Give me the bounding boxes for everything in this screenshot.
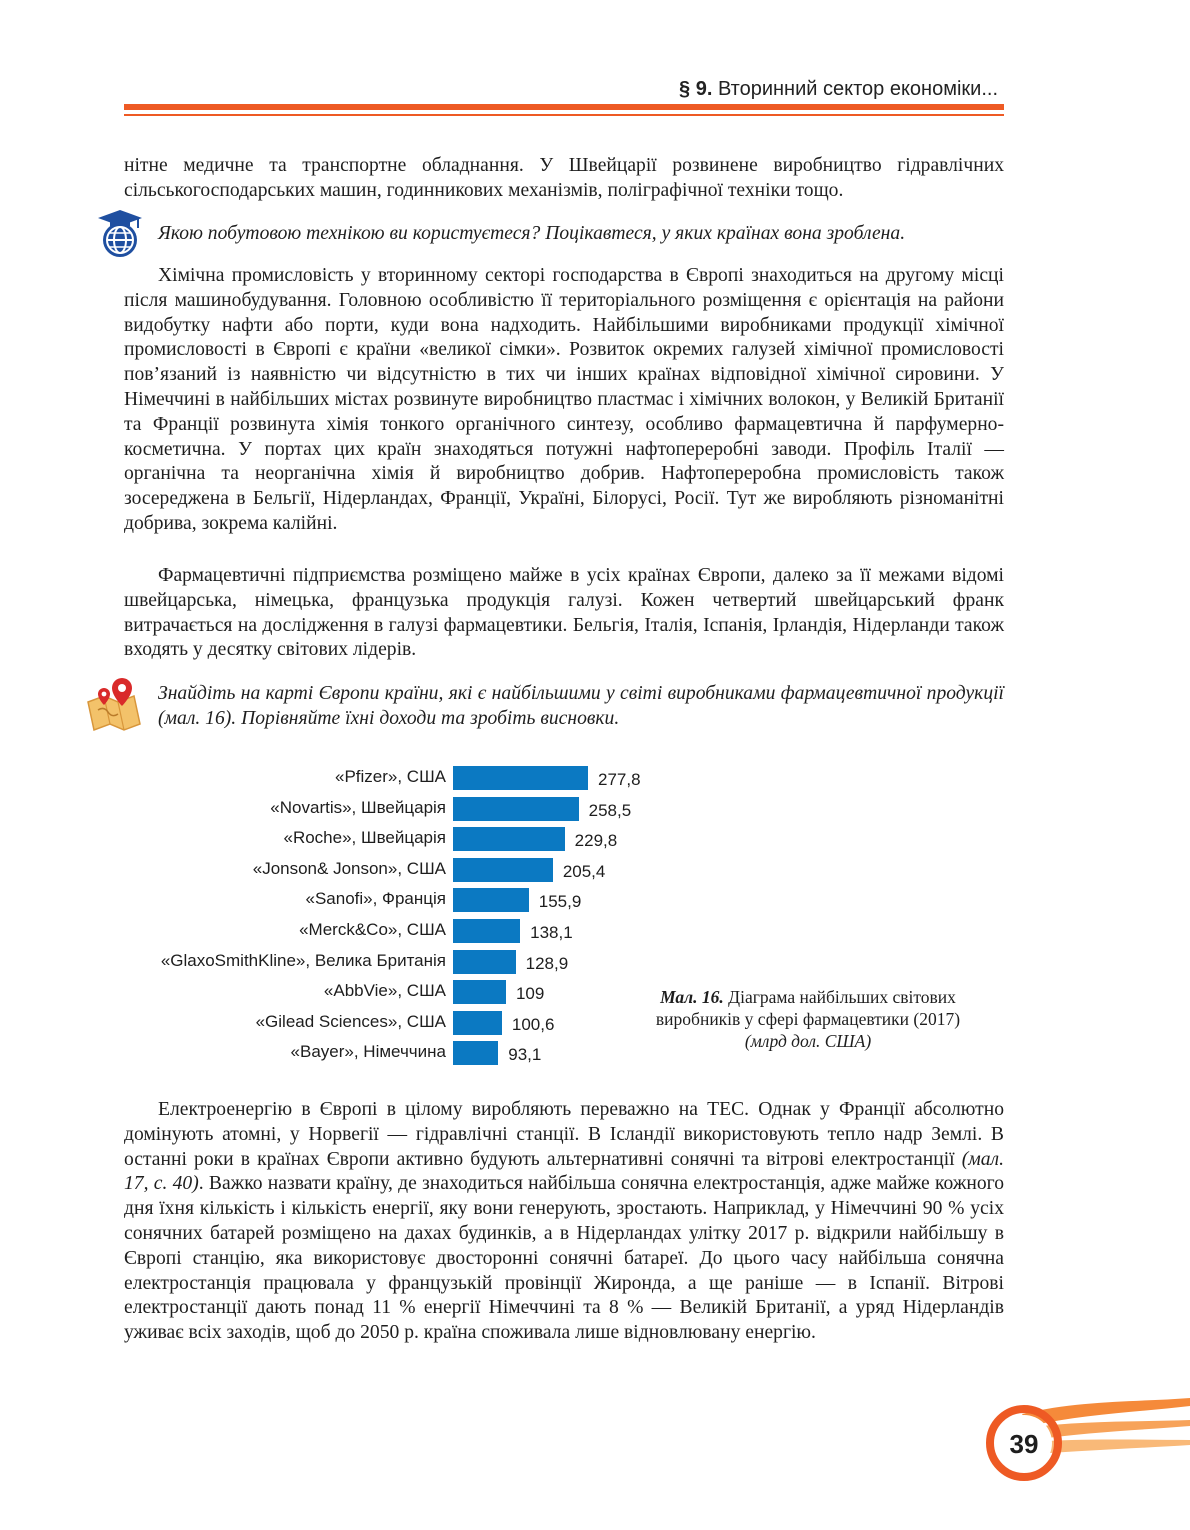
chart-bar — [453, 827, 565, 851]
page-number: 39 — [1009, 1428, 1039, 1459]
chart-category-label: «Jonson& Jonson», США — [252, 858, 446, 878]
chart-bar — [453, 1041, 498, 1065]
chart-value-label: 155,9 — [538, 892, 582, 912]
chart-bar — [453, 980, 506, 1004]
caption-text: Діаграма найбільших світових виробників у сфері фармацевтики (2017) — [655, 987, 961, 1029]
chart-value-label: 205,4 — [562, 861, 606, 881]
chart-category-label: «AbbVie», США — [323, 981, 446, 1001]
chart-category-label: «Novartis», Швейцарія — [270, 797, 446, 817]
chart-value-label: 138,1 — [530, 923, 573, 942]
chart-bar — [453, 858, 553, 882]
figure-caption — [636, 986, 980, 1052]
caption-label: Мал. 16. — [660, 987, 724, 1007]
chart-value-label: 277,8 — [598, 770, 641, 789]
chart-category-label: «Gilead Sciences», США — [255, 1011, 446, 1031]
paragraph-chemical-industry: Хімічна промисловість у вторинному секторі господарства в Європі знаходиться на другому місці після машинобудування. Головною особливістю її територіального розміщення є орієнтація на райони видобутку нафти або порти, куди вона надходить. Найбільшими виробниками продукції хімічної промисловості в Європі є країни «великої сімки». Розвиток окремих галузей хімічної промисловості пов’язаний із наявністю чи відсутністю в тих чи інших країнах відповідної хімічної сировини. У Німеччині в найбільших містах розвинуте виробництво пластмас і хімічних волокон, у Великій Британії та Франції розвинута хімія тонкого органічного синтезу, особливо фармацевтична й парфумерно-косметична. У портах цих країн знаходяться потужні нафтопереробні заводи. Профіль Італії — органічна та неорганічна хімія й виробництво добрив. Нафтопереробна промисловість також зосереджена в Бельгії, Нідерландах, Франції, Україні, Білорусі, Росії. Тут же виробляють різноманітні добрива, зокрема калійні. — [124, 265, 1004, 534]
chart-value-label: 109 — [515, 984, 545, 1004]
paragraph-pharmaceutical: Фармацевтичні підприємства розміщено майже в усіх країнах Європи, далеко за її межами відомі швейцарська, німецька, французька продукція галузі. Кожен четвертий швейцарський франк витрачається на дослідження в галузі фармацевтики. Бельгія, Італія, Іспанія, Ірландія, Нідерланди також входять у десятку світових лідерів. — [124, 565, 1004, 661]
chart-category-label: «Roche», Швейцарія — [283, 828, 446, 848]
question-find-on-map: Знайдіть на карті Європи країни, які є найбільшими у світі виробниками фармацевтичної продукції (мал. 16). Порівняйте їхні доходи та зробіть висновки. — [158, 683, 1004, 729]
chart-category-label: «GlaxoSmithKline», Велика Британія — [160, 950, 446, 970]
caption-unit: (млрд дол. США) — [744, 1031, 872, 1051]
chart-category-label: «Sanofi», Франція — [305, 889, 446, 909]
chart-value-label: 93,1 — [508, 1045, 542, 1065]
chart-bar — [453, 888, 529, 912]
running-header — [679, 78, 998, 101]
chart-bar — [453, 766, 588, 790]
chart-bar — [453, 1011, 502, 1035]
chart-category-label: «Bayer», Німеччина — [290, 1042, 446, 1062]
figure-reference: (мал. 17, с. 40) — [124, 1148, 1004, 1195]
question-household-appliances: Якою побутовою технікою ви користуєтеся? Поцікавтеся, у яких країнах вона зроблена. — [158, 223, 906, 244]
chart-value-label: 100,6 — [511, 1014, 555, 1034]
chart-bar — [453, 919, 520, 943]
paragraph-electricity-b: . Важко назвати країну, де знаходиться найбільша сонячна електростанція, адже майже кожного дня їхня кількість і кількість енергії, яку вони генерують, зростають. Наприклад, у Німеччині 90 % усіх сонячних батарей розміщено на дахах будинків, а в Нідерландах улітку 2017 р. відкрили найбільшу в Європі станцію, яка використовує двосторонні сонячні батареї. До цього часу найбільша сонячна електростанція працювала у французькій провінції Жиронда, а ще раніше — в Іспанії. Вітрові електростанції дають понад 11 % енергії Німеччині та 8 % — Великій Британії, а уряд Нідерландів уживає всіх заходів, щоб до 2050 р. країна споживала лише відновлювану енергію. — [124, 1173, 1004, 1344]
chart-value-label: 128,9 — [525, 953, 569, 973]
chart-category-label: «Pfizer», США — [334, 767, 446, 786]
chart-bar — [453, 950, 516, 974]
graduation-globe-icon — [96, 208, 144, 260]
map-pin-icon — [84, 676, 146, 732]
chart-value-label: 229,8 — [574, 831, 618, 851]
paragraph-electricity-a: Електроенергію в Європі в цілому виробляють переважно на ТЕС. Однак у Франції абсолютно домінують атомні, у Норвегії — гідравлічні станції. В Ісландії використовують тепло надр Землі. В останні роки в країнах Європи активно будують альтернативні сонячні та вітрові електростанції — [124, 1099, 1004, 1170]
section-title: Вторинний сектор економіки... — [717, 78, 998, 100]
paragraph-continuation: нітне медичне та транспортне обладнання. У Швейцарії розвинене виробництво гідравлічних сільськогосподарських машин, годинникових механізмів, поліграфічної техніки тощо. — [124, 155, 1004, 201]
chart-bar — [453, 797, 579, 821]
header-rule-thick — [124, 104, 1004, 110]
page-swoosh-decoration — [960, 1380, 1190, 1500]
chart-value-label: 258,5 — [588, 800, 632, 820]
paragraph-electricity — [124, 1098, 1004, 1346]
chart-category-label: «Merck&Co», США — [299, 920, 446, 939]
header-rule-thin — [124, 114, 1004, 116]
section-number: § 9. — [679, 78, 713, 100]
